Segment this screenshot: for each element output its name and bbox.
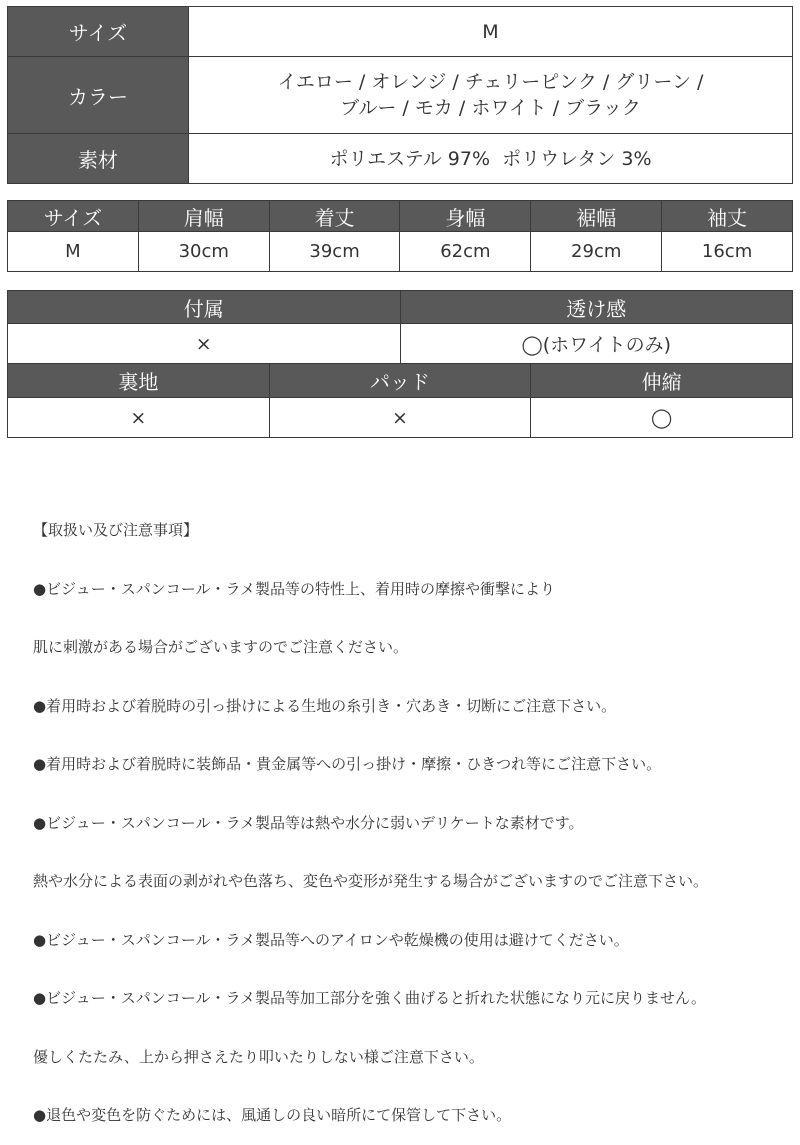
header-accessory: 付属 — [8, 291, 401, 324]
header-shoulder: 肩幅 — [138, 201, 269, 232]
note-line: ●退色や変色を防ぐためには、風通しの良い暗所にて保管して下さい。 — [33, 1106, 512, 1124]
value-pad: × — [269, 398, 531, 438]
material-label: 素材 — [8, 134, 189, 184]
value-body-width: 62cm — [400, 232, 531, 272]
care-notes — [33, 482, 793, 1145]
color-label: カラー — [8, 57, 189, 134]
header-body-width: 身幅 — [400, 201, 531, 232]
note-line: ●着用時および着脱時の引っ掛けによる生地の糸引き・穴あき・切断にご注意下さい。 — [33, 696, 617, 715]
material-value: ポリエステル 97% ポリウレタン 3% — [189, 134, 793, 184]
note-line: 熱や水分による表面の剥がれや色落ち、変色や変形が発生する場合がございますのでご注意下さい。 — [33, 872, 709, 890]
color-value — [189, 57, 793, 134]
size-value: M — [189, 7, 793, 57]
header-sheerness: 透け感 — [400, 291, 793, 324]
note-line: 優しくたたみ、上から押さえたり叩いたりしない様ご注意下さい。 — [33, 1047, 484, 1066]
spec-table — [7, 6, 793, 184]
header-size: サイズ — [8, 201, 139, 232]
note-line: ●ビジュー・スパンコール・ラメ製品等加工部分を強く曲げると折れた状態になり元に戻りません。 — [33, 989, 706, 1007]
value-shoulder: 30cm — [138, 232, 269, 272]
value-size: M — [8, 232, 139, 272]
header-length: 着丈 — [269, 201, 400, 232]
value-lining: × — [8, 398, 270, 438]
color-line-2: ブルー / モカ / ホワイト / ブラック — [340, 97, 641, 119]
header-sleeve: 袖丈 — [662, 201, 793, 232]
notes-title: 【取扱い及び注意事項】 — [33, 521, 199, 539]
measurement-table — [7, 200, 793, 272]
value-sheerness: ◯(ホワイトのみ) — [400, 324, 793, 364]
value-stretch: ◯ — [531, 398, 793, 438]
header-stretch: 伸縮 — [531, 364, 793, 398]
note-line: ●着用時および着脱時に装飾品・貴金属等への引っ掛け・摩擦・ひきつれ等にご注意下さい。 — [33, 755, 662, 773]
note-line: ●ビジュー・スパンコール・ラメ製品等へのアイロンや乾燥機の使用は避けてください。 — [33, 930, 629, 949]
value-hem-width: 29cm — [531, 232, 662, 272]
header-hem-width: 裾幅 — [531, 201, 662, 232]
value-sleeve: 16cm — [662, 232, 793, 272]
size-label: サイズ — [8, 7, 189, 57]
feature-table-2 — [7, 363, 793, 438]
header-lining: 裏地 — [8, 364, 270, 398]
value-length: 39cm — [269, 232, 400, 272]
feature-table-1 — [7, 290, 793, 364]
note-line: ●ビジュー・スパンコール・ラメ製品等の特性上、着用時の摩擦や衝撃により — [33, 579, 556, 598]
color-line-1: イエロー / オレンジ / チェリーピンク / グリーン / — [277, 71, 704, 93]
note-line: ●ビジュー・スパンコール・ラメ製品等は熱や水分に弱いデリケートな素材です。 — [33, 813, 584, 832]
value-accessory: × — [8, 324, 401, 364]
header-pad: パッド — [269, 364, 531, 398]
note-line: 肌に刺激がある場合がございますのでご注意ください。 — [33, 638, 409, 656]
